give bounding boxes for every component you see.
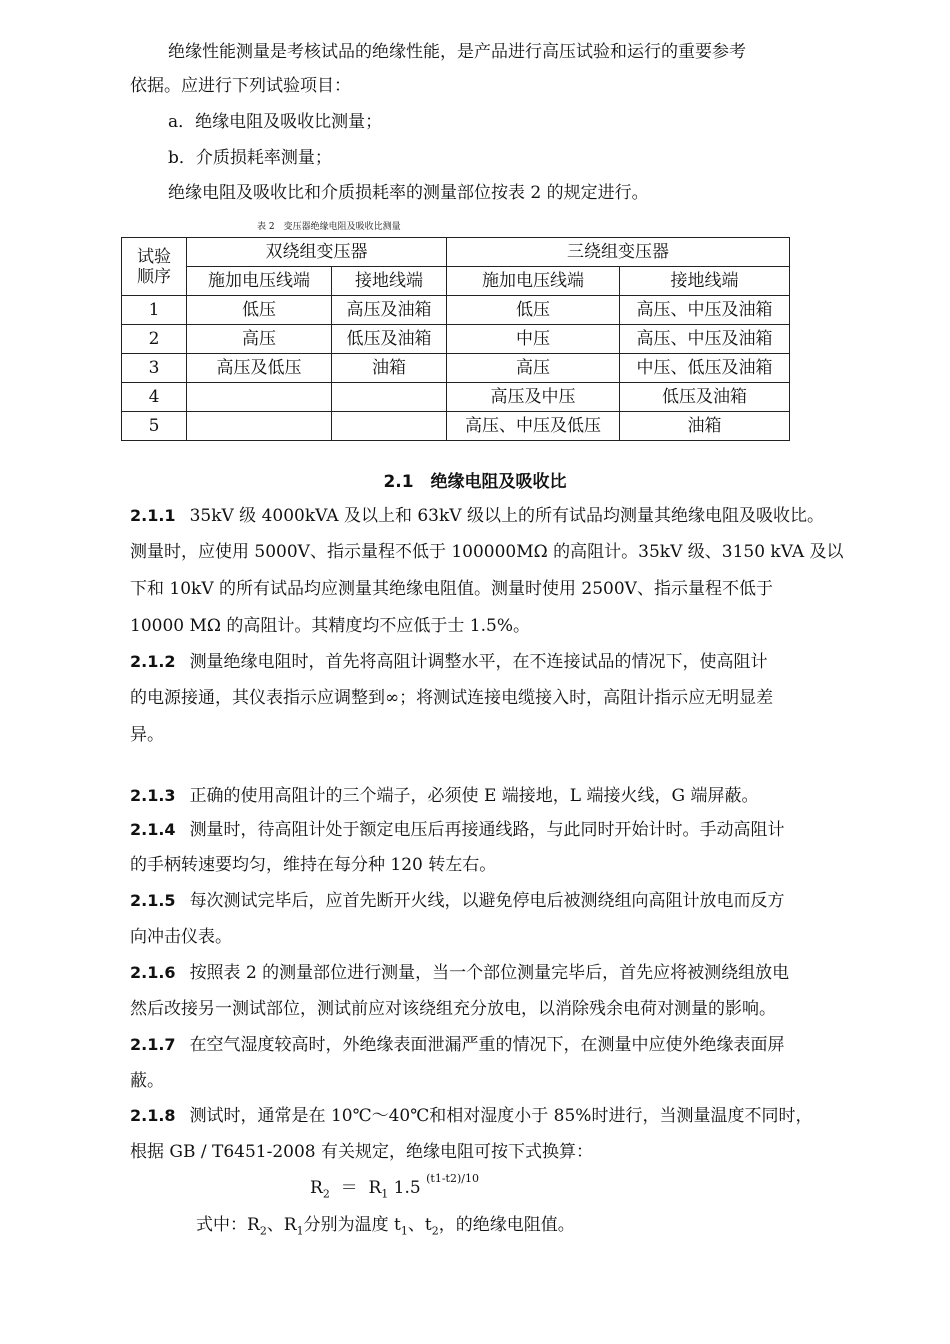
item-a: a．绝缘电阻及吸收比测量； xyxy=(168,112,383,132)
subheader-apply-1: 施加电压线端 xyxy=(187,267,332,296)
formula-exponent: (t1-t2)/10 xyxy=(426,1172,479,1186)
cell-double-ground: 高压及油箱 xyxy=(332,296,447,325)
where-text: 、R xyxy=(266,1215,297,1235)
cell-double-ground xyxy=(332,412,447,441)
measurement-table xyxy=(121,237,790,441)
cell-double-apply: 高压 xyxy=(187,325,332,354)
subheader-ground-2: 接地线端 xyxy=(620,267,790,296)
header-order-line2: 顺序 xyxy=(137,266,171,287)
where-sub: 1 xyxy=(296,1224,304,1238)
where-text: 式中：R xyxy=(196,1215,260,1235)
clause-2-1-2-line1 xyxy=(130,650,768,674)
table-subheader-row xyxy=(122,267,790,296)
clause-2-1-7-line1 xyxy=(130,1033,785,1057)
cell-triple-ground: 油箱 xyxy=(620,412,790,441)
clause-number: 2.1.8 xyxy=(130,1106,176,1125)
clause-number: 2.1.7 xyxy=(130,1035,176,1054)
clause-text: 按照表 2 的测量部位进行测量，当一个部位测量完毕后，首先应将被测绕组放电 xyxy=(189,963,790,983)
formula-rhs-sub: 1 xyxy=(381,1187,389,1201)
header-order xyxy=(122,238,187,296)
clause-2-1-3 xyxy=(130,784,758,808)
table-row xyxy=(122,354,790,383)
cell-order: 5 xyxy=(122,412,187,441)
clause-text: 测试时，通常是在 10℃～40℃和相对湿度小于 85%时进行，当测量温度不同时， xyxy=(189,1106,813,1126)
cell-order: 2 xyxy=(122,325,187,354)
table-row xyxy=(122,412,790,441)
cell-order: 4 xyxy=(122,383,187,412)
formula-rhs: R xyxy=(368,1178,382,1198)
clause-text: 35kV 级 4000kVA 及以上和 63kV 级以上的所有试品均测量其绝缘电阻及吸收比。 xyxy=(189,506,824,526)
cell-triple-ground: 低压及油箱 xyxy=(620,383,790,412)
table-caption: 表 2 变压器绝缘电阻及吸收比测量 xyxy=(257,222,401,232)
table-row xyxy=(122,296,790,325)
clause-2-1-1-line1 xyxy=(130,504,824,528)
clause-number: 2.1.4 xyxy=(130,820,176,839)
clause-2-1-1-line3: 下和 10kV 的所有试品均应测量其绝缘电阻值。测量时使用 2500V、指示量程不低于 xyxy=(130,579,773,599)
clause-2-1-7-line2: 蔽。 xyxy=(130,1071,164,1091)
cell-double-ground: 低压及油箱 xyxy=(332,325,447,354)
clause-2-1-8-line1 xyxy=(130,1104,812,1128)
where-sub: 2 xyxy=(431,1224,439,1238)
clause-text: 测量时，待高阻计处于额定电压后再接通线路，与此同时开始计时。手动高阻计 xyxy=(189,820,785,840)
clause-2-1-8-line2: 根据 GB / T6451-2008 有关规定，绝缘电阻可按下式换算： xyxy=(130,1142,594,1162)
conversion-formula xyxy=(310,1173,479,1200)
cell-triple-apply: 低压 xyxy=(447,296,620,325)
where-text: 、t xyxy=(407,1215,432,1235)
table-row xyxy=(122,383,790,412)
where-text: ，的绝缘电阻值。 xyxy=(438,1215,575,1235)
cell-double-apply xyxy=(187,412,332,441)
clause-2-1-1-line2: 测量时，应使用 5000V、指示量程不低于 100000MΩ 的高阻计。35kV 级、3150 kVA 及以 xyxy=(130,542,844,562)
cell-triple-apply: 高压、中压及低压 xyxy=(447,412,620,441)
section-title: 2.1 绝缘电阻及吸收比 xyxy=(383,472,567,492)
item-b: b．介质损耗率测量； xyxy=(168,148,332,168)
where-text: 分别为温度 t xyxy=(303,1215,401,1235)
clause-2-1-4-line2: 的手柄转速要均匀，维持在每分种 120 转左右。 xyxy=(130,855,497,875)
clause-2-1-6-line1 xyxy=(130,961,789,985)
cell-double-ground xyxy=(332,383,447,412)
cell-double-apply xyxy=(187,383,332,412)
formula-equals: ＝ xyxy=(340,1178,358,1198)
header-order-line1: 试验 xyxy=(137,246,171,267)
cell-triple-apply: 中压 xyxy=(447,325,620,354)
clause-text: 每次测试完毕后，应首先断开火线，以避免停电后被测绕组向高阻计放电而反方 xyxy=(189,891,785,911)
cell-double-apply: 高压及低压 xyxy=(187,354,332,383)
formula-factor: 1.5 xyxy=(393,1178,421,1198)
clause-text: 在空气湿度较高时，外绝缘表面泄漏严重的情况下，在测量中应使外绝缘表面屏 xyxy=(189,1035,785,1055)
cell-double-ground: 油箱 xyxy=(332,354,447,383)
clause-2-1-5-line1 xyxy=(130,889,785,913)
table-row xyxy=(122,325,790,354)
cell-double-apply: 低压 xyxy=(187,296,332,325)
intro-line-2: 依据。应进行下列试验项目： xyxy=(130,76,351,96)
intro-line-table-ref: 绝缘电阻及吸收比和介质损耗率的测量部位按表 2 的规定进行。 xyxy=(168,183,649,203)
cell-order: 3 xyxy=(122,354,187,383)
clause-number: 2.1.1 xyxy=(130,506,176,525)
table-header-row xyxy=(122,238,790,267)
cell-triple-apply: 高压 xyxy=(447,354,620,383)
clause-text: 正确的使用高阻计的三个端子，必须使 E 端接地，L 端接火线，G 端屏蔽。 xyxy=(189,786,759,806)
cell-triple-ground: 高压、中压及油箱 xyxy=(620,296,790,325)
header-triple-winding: 三绕组变压器 xyxy=(447,238,790,267)
formula-lhs: R xyxy=(310,1178,323,1198)
formula-explanation xyxy=(196,1213,575,1243)
clause-number: 2.1.5 xyxy=(130,891,176,910)
cell-triple-ground: 高压、中压及油箱 xyxy=(620,325,790,354)
clause-2-1-6-line2: 然后改接另一测试部位，测试前应对该绕组充分放电，以消除残余电荷对测量的影响。 xyxy=(130,999,776,1019)
header-double-winding: 双绕组变压器 xyxy=(187,238,447,267)
subheader-ground-1: 接地线端 xyxy=(332,267,447,296)
clause-number: 2.1.2 xyxy=(130,652,176,671)
cell-triple-ground: 中压、低压及油箱 xyxy=(620,354,790,383)
clause-text: 测量绝缘电阻时，首先将高阻计调整水平，在不连接试品的情况下，使高阻计 xyxy=(189,652,768,672)
where-sub: 2 xyxy=(259,1224,267,1238)
cell-triple-apply: 高压及中压 xyxy=(447,383,620,412)
clause-2-1-4-line1 xyxy=(130,818,785,842)
where-sub: 1 xyxy=(400,1224,408,1238)
clause-number: 2.1.3 xyxy=(130,786,176,805)
clause-2-1-5-line2: 向冲击仪表。 xyxy=(130,927,232,947)
clause-2-1-2-line2: 的电源接通，其仪表指示应调整到∞；将测试连接电缆接入时，高阻计指示应无明显差 xyxy=(130,688,774,708)
intro-line-1: 绝缘性能测量是考核试品的绝缘性能，是产品进行高压试验和运行的重要参考 xyxy=(168,42,746,62)
clause-number: 2.1.6 xyxy=(130,963,176,982)
clause-2-1-1-line4: 10000 MΩ 的高阻计。其精度均不应低于士 1.5%。 xyxy=(130,616,530,636)
subheader-apply-2: 施加电压线端 xyxy=(447,267,620,296)
clause-2-1-2-line3: 异。 xyxy=(130,725,164,745)
cell-order: 1 xyxy=(122,296,187,325)
formula-lhs-sub: 2 xyxy=(322,1187,330,1201)
